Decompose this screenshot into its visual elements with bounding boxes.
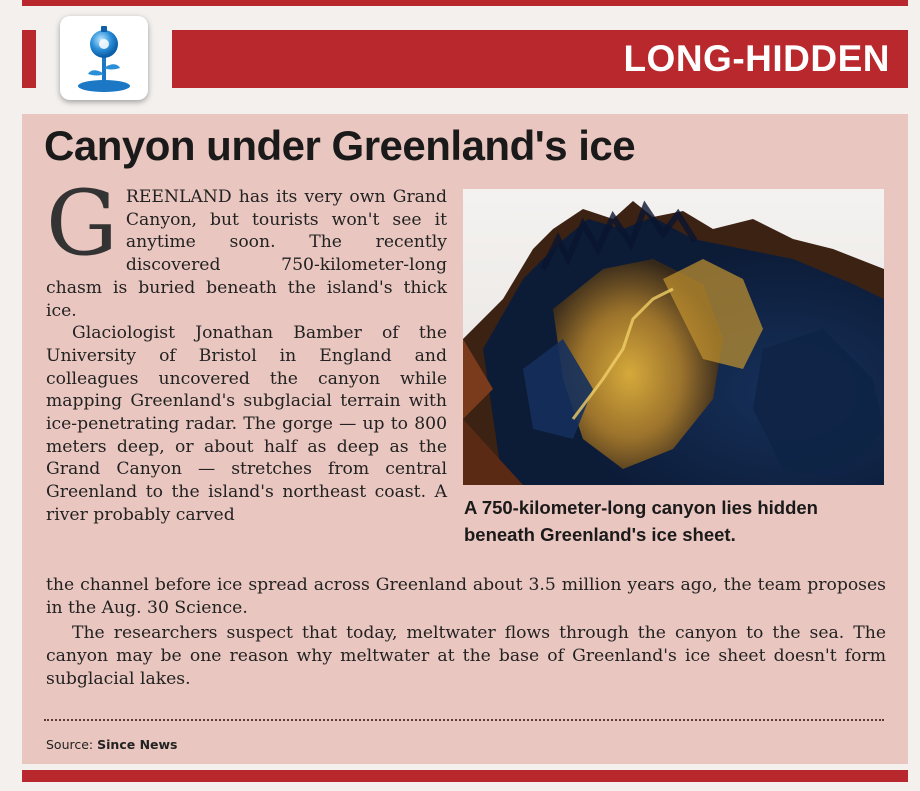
canyon-terrain-graphic: [463, 189, 884, 485]
bottom-rule: [22, 770, 908, 782]
article-column: [46, 171, 447, 527]
headline: Canyon under Greenland's ice: [44, 122, 636, 169]
drop-cap: G: [46, 171, 118, 276]
paragraph-3: The researchers suspect that today, meltwater flows through the canyon to the sea. The canyon may be one reason why meltwater at the base of Greenland's ice sheet doesn't form subglacial lakes.: [46, 623, 886, 689]
source-label: Source:: [46, 737, 94, 752]
paragraph-1: [46, 171, 447, 322]
article-fullwidth: [46, 574, 886, 691]
paragraph-2: Glaciologist Jonathan Bamber of the University of Bristol in England and colleagues uncovered the canyon while mapping Greenland's subglacial terrain with ice-penetrating radar. The gorge — up to 800 meters deep, or about half as deep as the Grand Canyon — stretches from central Greenland to the island's northeast coast. A river probably carved: [46, 323, 447, 525]
section-label: LONG-HIDDEN: [623, 38, 890, 79]
canyon-radar-image: [463, 189, 884, 485]
dotted-divider: [44, 719, 884, 721]
source-name: Since News: [97, 737, 178, 752]
source-line: [46, 737, 178, 752]
header-band-left: [22, 30, 36, 88]
paragraph-2-continued: the channel before ice spread across Greenland about 3.5 million years ago, the team proposes in the Aug. 30 Science.: [46, 575, 886, 618]
paragraph-1-text: REENLAND has its very own Grand Canyon, but tourists won't see it anytime soon. The recently discovered 750-kilometer-long chasm is buried beneath the island's thick ice.: [46, 187, 447, 321]
top-rule: [22, 0, 908, 6]
section-logo: [60, 16, 148, 100]
figure-caption: A 750-kilometer-long canyon lies hidden beneath Greenland's ice sheet.: [464, 497, 818, 545]
flask-flower-icon: [60, 16, 148, 100]
